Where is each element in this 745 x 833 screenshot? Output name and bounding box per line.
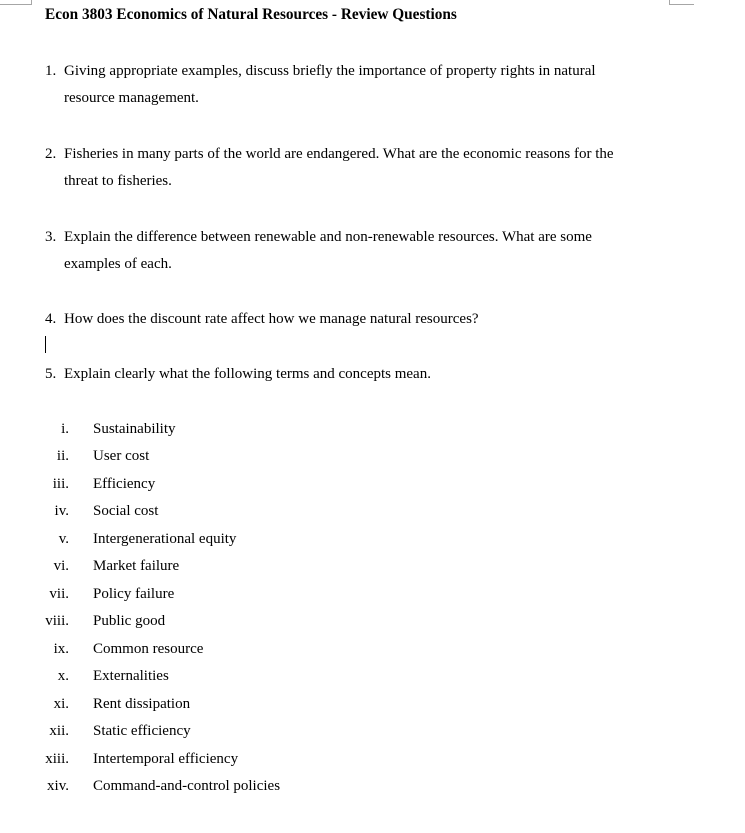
question-text-continued: examples of each. xyxy=(64,256,172,272)
question-3 xyxy=(45,224,592,278)
document-title: Econ 3803 Economics of Natural Resources - Review Questions xyxy=(45,6,457,23)
question-number: 4. xyxy=(45,311,57,327)
question-text: Fisheries in many parts of the world are endangered. What are the economic reasons for the xyxy=(64,146,614,162)
question-4 xyxy=(45,306,479,333)
term-numeral: v. xyxy=(58,531,69,547)
term-numeral: xiv. xyxy=(47,778,69,794)
question-text: Explain clearly what the following terms and concepts mean. xyxy=(64,366,431,382)
term-numeral: i. xyxy=(61,421,69,437)
question-text: Giving appropriate examples, discuss briefly the importance of property rights in natural xyxy=(64,63,596,79)
term-text: Static efficiency xyxy=(93,723,191,739)
term-text: Intergenerational equity xyxy=(93,531,237,547)
question-1 xyxy=(45,58,596,112)
term-text: Intertemporal efficiency xyxy=(93,751,239,767)
question-number: 3. xyxy=(45,229,57,245)
term-text: Rent dissipation xyxy=(93,696,191,712)
question-5 xyxy=(45,361,431,388)
term-text: Common resource xyxy=(93,641,204,657)
term-text: Public good xyxy=(93,613,166,629)
text-cursor[interactable] xyxy=(45,336,46,353)
term-numeral: viii. xyxy=(45,613,69,629)
term-text: Sustainability xyxy=(93,421,176,437)
question-number: 5. xyxy=(45,366,57,382)
term-text: Social cost xyxy=(93,503,159,519)
term-numeral: vii. xyxy=(49,586,69,602)
term-text: Efficiency xyxy=(93,476,156,492)
page-corner-mark-left xyxy=(0,0,32,5)
question-number: 1. xyxy=(45,63,57,79)
page-corner-mark-right xyxy=(669,0,694,5)
term-numeral: ix. xyxy=(53,641,69,657)
term-numeral: xii. xyxy=(49,723,69,739)
term-numeral: iii. xyxy=(52,476,69,492)
term-numeral: xi. xyxy=(53,696,69,712)
term-numeral: x. xyxy=(57,668,69,684)
term-numeral: iv. xyxy=(54,503,69,519)
term-numeral: ii. xyxy=(56,448,69,464)
question-text: How does the discount rate affect how we manage natural resources? xyxy=(64,311,479,327)
term-text: Market failure xyxy=(93,558,180,574)
question-text-continued: threat to fisheries. xyxy=(64,173,172,189)
question-2 xyxy=(45,141,614,195)
question-text: Explain the difference between renewable and non-renewable resources. What are some xyxy=(64,229,592,245)
term-text: User cost xyxy=(93,448,150,464)
term-text: Externalities xyxy=(93,668,169,684)
term-numeral: vi. xyxy=(53,558,69,574)
term-text: Policy failure xyxy=(93,586,175,602)
question-text-continued: resource management. xyxy=(64,90,199,106)
term-numeral: xiii. xyxy=(45,751,69,767)
question-number: 2. xyxy=(45,146,57,162)
term-text: Command-and-control policies xyxy=(93,778,281,794)
